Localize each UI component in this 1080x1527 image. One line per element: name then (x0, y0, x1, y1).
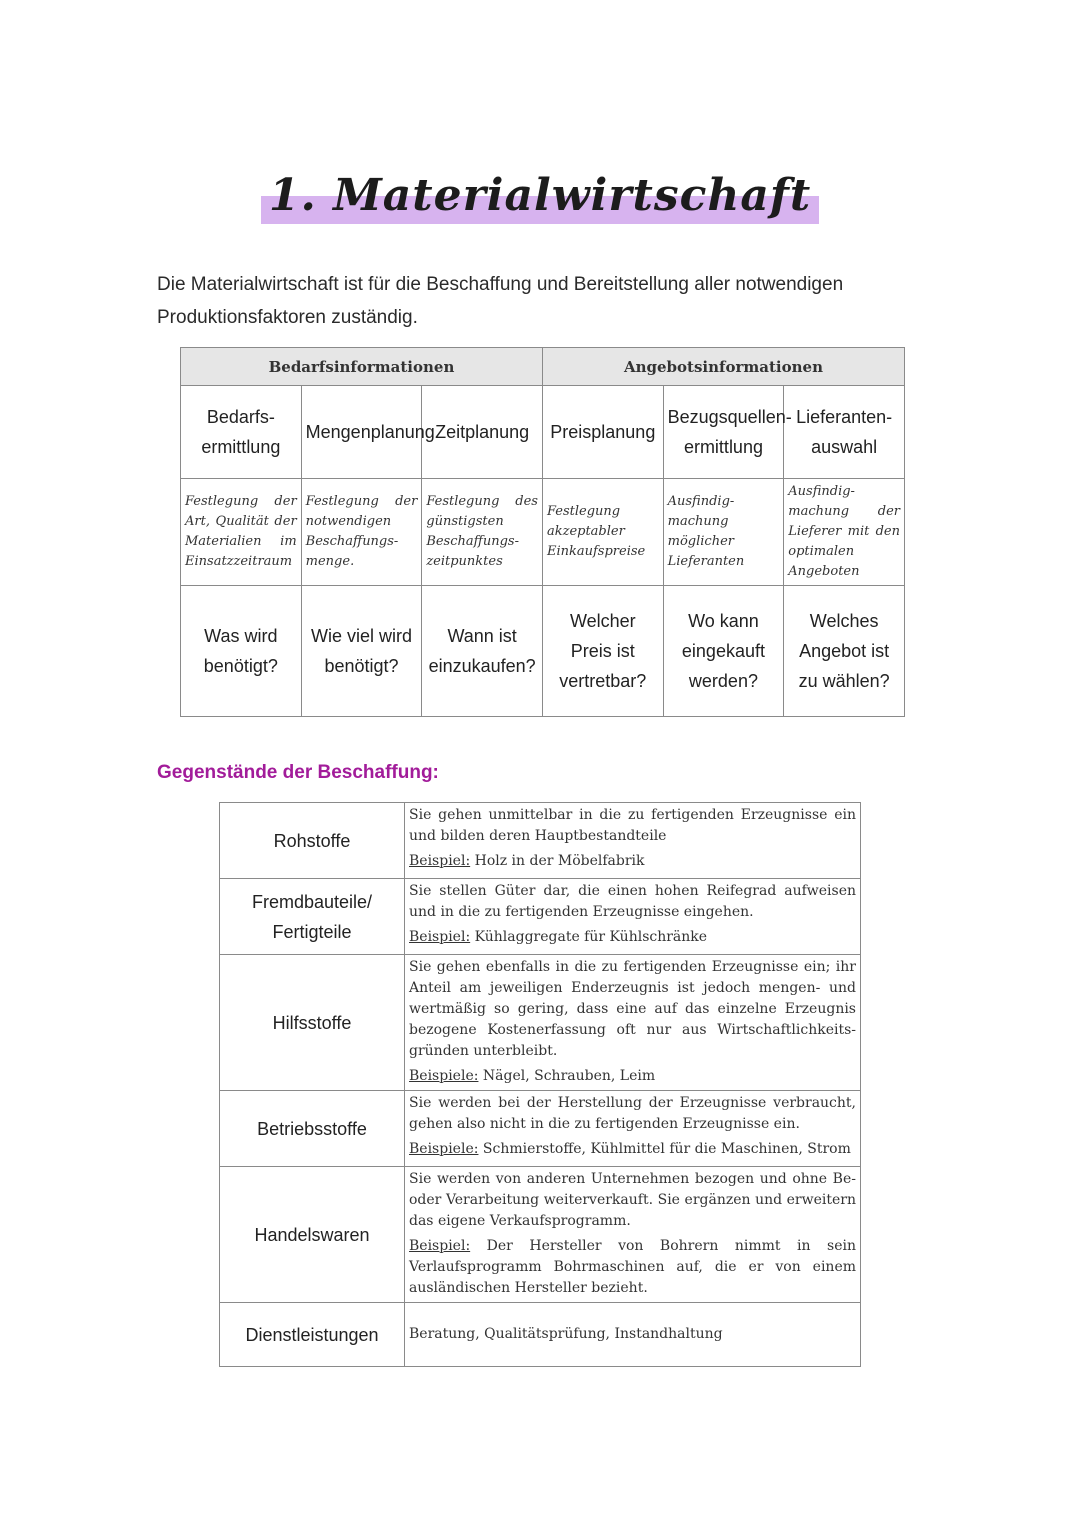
row-label: Fremdbauteile/ Fertigteile (220, 879, 405, 955)
example-label: Beispiele: (409, 1068, 479, 1084)
category-cell: Lieferanten-auswahl (784, 386, 905, 479)
question-cell: Wann ist einzukaufen? (422, 586, 543, 717)
row-text-cell (405, 803, 861, 879)
row-label: Handelswaren (220, 1167, 405, 1303)
header-bedarf: Bedarfsinformationen (181, 348, 543, 386)
table-row (220, 1303, 861, 1367)
description-cell: Festlegung der Art, Qualität der Materialien im Einsatzzeitraum (181, 479, 302, 586)
row-label: Rohstoffe (220, 803, 405, 879)
page-title: 1. Materialwirtschaft (261, 170, 819, 221)
description-cell: Ausfindig-machung der Lieferer mit den optimalen Angeboten (784, 479, 905, 586)
example-label: Beispiel: (409, 929, 471, 945)
row-description: Sie werden von anderen Unternehmen bezogen und ohne Be- oder Verarbeitung weiterverkauft. Sie ergänzen und erweitern das eigene Verkaufsprogramm. (409, 1171, 856, 1229)
description-row (181, 479, 905, 586)
description-cell: Ausfindig-machung möglicher Lieferanten (663, 479, 784, 586)
row-description: Beratung, Qualitätsprüfung, Instandhaltung (409, 1326, 723, 1342)
example-text: Kühlaggregate für Kühlschränke (470, 929, 708, 945)
description-cell: Festlegung der notwendigen Beschaffungs-menge. (301, 479, 422, 586)
category-cell: Preisplanung (542, 386, 663, 479)
question-cell: Welches Angebot ist zu wählen? (784, 586, 905, 717)
category-cell: Zeitplanung (422, 386, 543, 479)
question-cell: Wo kann eingekauft werden? (663, 586, 784, 717)
question-cell: Was wird benötigt? (181, 586, 302, 717)
intro-text: Die Materialwirtschaft ist für die Beschaffung und Bereitstellung aller notwendigen Produktionsfaktoren zuständig. (157, 274, 844, 328)
row-description: Sie gehen unmittelbar in die zu fertigenden Erzeugnisse ein und bilden deren Hauptbestandteile (409, 807, 856, 844)
section-heading: Gegenstände der Beschaffung: (157, 762, 439, 783)
procurement-table (219, 802, 861, 1367)
row-text-cell (405, 879, 861, 955)
row-label: Dienstleistungen (220, 1303, 405, 1367)
category-cell: Mengenplanung (301, 386, 422, 479)
table-row (220, 803, 861, 879)
table-row (220, 879, 861, 955)
category-cell: Bezugsquellen-ermittlung (663, 386, 784, 479)
row-description: Sie gehen ebenfalls in die zu fertigenden Erzeugnisse ein; ihr Anteil am jeweiligen Enderzeugnis ist jedoch mengen- und wertmäßig so gering, dass eine auf das einzelne Erzeugnis bezogene Kostenerfassung oft nur aus Wirtschaftlichkeits-gründen unterbleibt. (409, 959, 856, 1059)
row-example (409, 927, 856, 948)
description-cell: Festlegung des günstigsten Beschaffungs-zeitpunktes (422, 479, 543, 586)
row-description: Sie stellen Güter dar, die einen hohen Reifegrad aufweisen und in die zu fertigenden Erzeugnisse eingehen. (409, 883, 856, 920)
example-text: Der Hersteller von Bohrern nimmt in sein Verlaufsprogramm Bohrmaschinen auf, die er von einem ausländischen Hersteller bezieht. (409, 1238, 856, 1296)
row-example (409, 1236, 856, 1299)
example-label: Beispiel: (409, 1238, 471, 1254)
description-cell: Festlegung akzeptabler Einkaufspreise (542, 479, 663, 586)
row-text-cell (405, 1303, 861, 1367)
title-area (0, 170, 1080, 221)
question-cell: Wie viel wird benötigt? (301, 586, 422, 717)
example-label: Beispiel: (409, 853, 471, 869)
row-text-cell (405, 955, 861, 1091)
table-row (220, 1167, 861, 1303)
planning-table (180, 347, 905, 717)
row-example (409, 851, 856, 872)
row-example (409, 1066, 856, 1087)
example-text: Nägel, Schrauben, Leim (478, 1068, 656, 1084)
row-label: Hilfsstoffe (220, 955, 405, 1091)
example-label: Beispiele: (409, 1141, 479, 1157)
table-row (220, 955, 861, 1091)
question-row (181, 586, 905, 717)
question-cell: Welcher Preis ist vertretbar? (542, 586, 663, 717)
category-cell: Bedarfs-ermittlung (181, 386, 302, 479)
row-example (409, 1139, 856, 1160)
example-text: Holz in der Möbelfabrik (470, 853, 645, 869)
row-label: Betriebsstoffe (220, 1091, 405, 1167)
row-text-cell (405, 1091, 861, 1167)
row-description: Sie werden bei der Herstellung der Erzeugnisse verbraucht, gehen also nicht in die zu fertigenden Erzeugnisse ein. (409, 1095, 856, 1132)
table-row (220, 1091, 861, 1167)
header-angebot: Angebotsinformationen (542, 348, 904, 386)
category-row (181, 386, 905, 479)
planning-header-row (181, 348, 905, 386)
example-text: Schmierstoffe, Kühlmittel für die Maschinen, Strom (478, 1141, 851, 1157)
row-text-cell (405, 1167, 861, 1303)
